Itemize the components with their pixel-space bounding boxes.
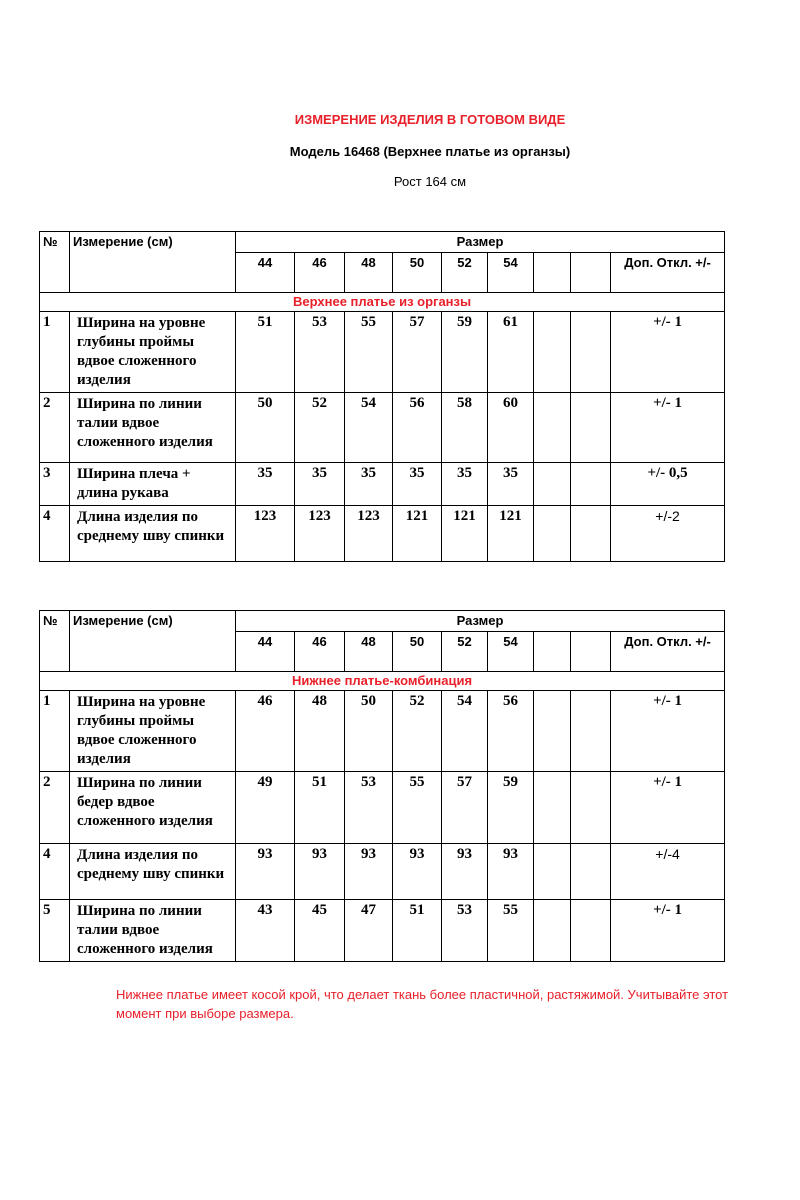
header-size: Размер	[236, 232, 725, 253]
row-value: 121	[442, 506, 488, 562]
row-value: 35	[442, 463, 488, 506]
row-number: 2	[40, 772, 70, 844]
table-row	[40, 506, 725, 562]
row-number: 1	[40, 312, 70, 393]
measurement-table-underdress	[39, 610, 725, 962]
row-measurement: Длина изделия по среднему шву спинки	[70, 506, 236, 562]
header-measurement: Измерение (см)	[70, 611, 236, 672]
row-tolerance: +/-2	[611, 506, 725, 562]
row-tolerance: +/- 1	[611, 393, 725, 463]
section-title: Нижнее платье-комбинация	[40, 672, 725, 691]
row-value: 57	[442, 772, 488, 844]
row-value	[571, 393, 611, 463]
size-col: 46	[295, 632, 345, 672]
row-value: 59	[488, 772, 534, 844]
row-value: 55	[345, 312, 393, 393]
row-value: 93	[236, 844, 295, 900]
row-value	[534, 393, 571, 463]
row-value: 60	[488, 393, 534, 463]
row-value: 51	[393, 900, 442, 962]
size-col: 48	[345, 253, 393, 293]
table-row	[40, 900, 725, 962]
height-label: Рост 164 см	[393, 174, 467, 189]
size-col: 48	[345, 632, 393, 672]
row-value: 51	[236, 312, 295, 393]
table-row	[40, 691, 725, 772]
row-tolerance: +/- 1	[611, 900, 725, 962]
size-col: 52	[442, 632, 488, 672]
header-size: Размер	[236, 611, 725, 632]
table-row	[40, 393, 725, 463]
row-value	[571, 844, 611, 900]
row-value: 93	[295, 844, 345, 900]
row-value: 93	[488, 844, 534, 900]
size-col: 50	[393, 253, 442, 293]
row-measurement: Ширина на уровне глубины проймы вдвое сложенного изделия	[70, 312, 236, 393]
table-row	[40, 844, 725, 900]
row-value: 50	[345, 691, 393, 772]
row-value: 45	[295, 900, 345, 962]
row-value: 123	[345, 506, 393, 562]
row-value: 35	[488, 463, 534, 506]
table-row	[40, 312, 725, 393]
row-value: 53	[295, 312, 345, 393]
row-value: 55	[488, 900, 534, 962]
row-value: 61	[488, 312, 534, 393]
size-col: 54	[488, 632, 534, 672]
size-col: 46	[295, 253, 345, 293]
row-value	[571, 312, 611, 393]
row-measurement: Ширина по линии бедер вдвое сложенного изделия	[70, 772, 236, 844]
row-tolerance: +/-4	[611, 844, 725, 900]
header-tolerance: Доп. Откл. +/-	[611, 253, 725, 293]
row-value: 47	[345, 900, 393, 962]
row-value: 93	[442, 844, 488, 900]
row-tolerance: +/- 1	[611, 691, 725, 772]
header-tolerance: Доп. Откл. +/-	[611, 632, 725, 672]
model-subtitle: Модель 16468 (Верхнее платье из органзы)	[289, 144, 571, 159]
row-value: 35	[236, 463, 295, 506]
header-measurement: Измерение (см)	[70, 232, 236, 293]
document-title: ИЗМЕРЕНИЕ ИЗДЕЛИЯ В ГОТОВОМ ВИДЕ	[294, 112, 566, 127]
row-value: 123	[295, 506, 345, 562]
row-value	[571, 772, 611, 844]
row-value: 93	[345, 844, 393, 900]
row-value: 35	[295, 463, 345, 506]
row-value: 59	[442, 312, 488, 393]
row-tolerance: +/- 1	[611, 772, 725, 844]
size-col	[571, 632, 611, 672]
row-value: 58	[442, 393, 488, 463]
row-value	[534, 506, 571, 562]
row-value: 54	[442, 691, 488, 772]
row-value: 49	[236, 772, 295, 844]
row-measurement: Длина изделия по среднему шву спинки	[70, 844, 236, 900]
size-col: 50	[393, 632, 442, 672]
size-col	[571, 253, 611, 293]
row-measurement: Ширина по линии талии вдвое сложенного изделия	[70, 393, 236, 463]
row-number: 4	[40, 844, 70, 900]
size-col	[534, 632, 571, 672]
row-number: 2	[40, 393, 70, 463]
fit-note: Нижнее платье имеет косой крой, что делает ткань более пластичной, растяжимой. Учитывайте этот момент при выборе размера.	[116, 987, 729, 1021]
row-value	[534, 691, 571, 772]
row-value: 51	[295, 772, 345, 844]
row-value: 121	[488, 506, 534, 562]
table-row	[40, 772, 725, 844]
row-value: 53	[345, 772, 393, 844]
row-number: 1	[40, 691, 70, 772]
size-col: 54	[488, 253, 534, 293]
section-title: Верхнее платье из органзы	[40, 293, 725, 312]
size-col: 44	[236, 253, 295, 293]
row-value: 56	[393, 393, 442, 463]
row-value	[534, 463, 571, 506]
size-col: 52	[442, 253, 488, 293]
row-value	[534, 844, 571, 900]
row-value: 48	[295, 691, 345, 772]
row-value: 93	[393, 844, 442, 900]
header-no: №	[40, 232, 70, 293]
row-value	[571, 463, 611, 506]
row-measurement: Ширина плеча + длина рукава	[70, 463, 236, 506]
row-value: 43	[236, 900, 295, 962]
row-value	[534, 312, 571, 393]
row-value: 55	[393, 772, 442, 844]
header-no: №	[40, 611, 70, 672]
size-col: 44	[236, 632, 295, 672]
row-value: 52	[295, 393, 345, 463]
row-value	[571, 506, 611, 562]
row-measurement: Ширина по линии талии вдвое сложенного изделия	[70, 900, 236, 962]
row-value: 46	[236, 691, 295, 772]
row-value: 54	[345, 393, 393, 463]
row-number: 3	[40, 463, 70, 506]
row-value	[534, 900, 571, 962]
row-value: 50	[236, 393, 295, 463]
table-row	[40, 463, 725, 506]
row-measurement: Ширина на уровне глубины проймы вдвое сложенного изделия	[70, 691, 236, 772]
row-tolerance: +/- 0,5	[611, 463, 725, 506]
row-number: 5	[40, 900, 70, 962]
row-value: 56	[488, 691, 534, 772]
row-number: 4	[40, 506, 70, 562]
row-tolerance: +/- 1	[611, 312, 725, 393]
row-value: 52	[393, 691, 442, 772]
row-value	[571, 900, 611, 962]
row-value	[534, 772, 571, 844]
row-value	[571, 691, 611, 772]
row-value: 35	[345, 463, 393, 506]
row-value: 35	[393, 463, 442, 506]
measurement-table-upper-dress	[39, 231, 725, 562]
size-col	[534, 253, 571, 293]
row-value: 53	[442, 900, 488, 962]
row-value: 123	[236, 506, 295, 562]
row-value: 121	[393, 506, 442, 562]
row-value: 57	[393, 312, 442, 393]
